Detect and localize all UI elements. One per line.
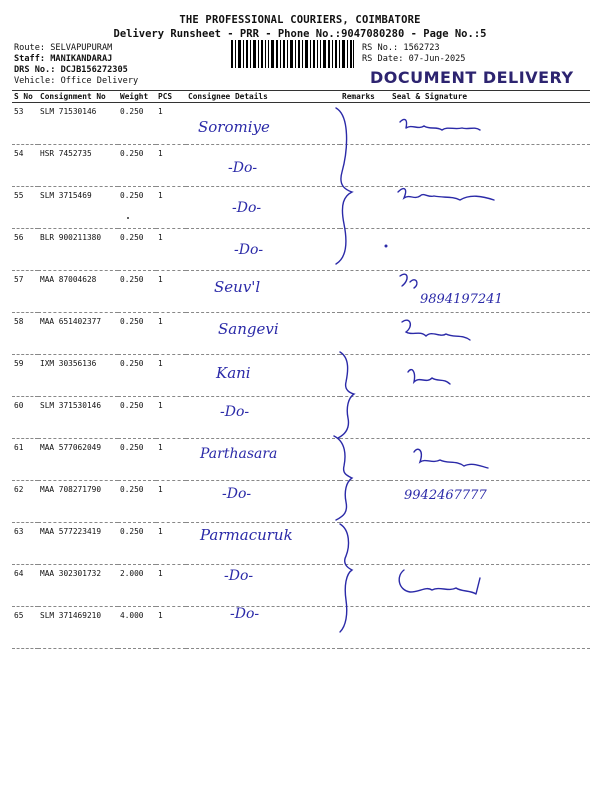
ink-dot-56 bbox=[385, 245, 388, 248]
row-consignment: SLM 71530146 bbox=[38, 103, 118, 145]
row-weight: 0.250 bbox=[118, 439, 156, 481]
col-remarks: Remarks bbox=[340, 91, 390, 103]
row-consignment: MAA 302301732 bbox=[38, 565, 118, 607]
row-weight: 0.250 bbox=[118, 187, 156, 229]
handwritten-name-53: Soromiye bbox=[198, 118, 270, 136]
row-pcs: 1 bbox=[156, 229, 186, 271]
handwritten-do-56: -Do- bbox=[234, 242, 264, 258]
row-weight: 0.250 bbox=[118, 481, 156, 523]
row-consignment: MAA 87004628 bbox=[38, 271, 118, 313]
brace-59-60 bbox=[338, 352, 354, 438]
row-consignment: HSR 7452735 bbox=[38, 145, 118, 187]
rs-date: RS Date: 07-Jun-2025 bbox=[362, 54, 466, 64]
handwritten-name-59: Kani bbox=[216, 364, 251, 382]
document-delivery-stamp: DOCUMENT DELIVERY bbox=[370, 68, 574, 87]
ink-dot-55 bbox=[127, 217, 129, 219]
drs-label: DRS No.: DCJB156272305 bbox=[14, 65, 128, 75]
col-signature: Seal & Signature bbox=[390, 91, 590, 103]
row-pcs: 1 bbox=[156, 145, 186, 187]
row-sno: 59 bbox=[12, 355, 38, 397]
handwritten-do-60: -Do- bbox=[220, 404, 250, 420]
row-weight: 4.000 bbox=[118, 607, 156, 649]
row-consignment: IXM 30356136 bbox=[38, 355, 118, 397]
row-pcs: 1 bbox=[156, 481, 186, 523]
row-sno: 61 bbox=[12, 439, 38, 481]
signature-58 bbox=[402, 320, 470, 340]
row-weight: 0.250 bbox=[118, 103, 156, 145]
row-weight: 0.250 bbox=[118, 313, 156, 355]
company-title: THE PROFESSIONAL COURIERS, COIMBATORE bbox=[179, 14, 421, 26]
row-pcs: 1 bbox=[156, 523, 186, 565]
row-pcs: 1 bbox=[156, 607, 186, 649]
row-pcs: 1 bbox=[156, 313, 186, 355]
row-consignment: BLR 900211380 bbox=[38, 229, 118, 271]
col-consignment: Consignment No bbox=[38, 91, 118, 103]
brace-53-56 bbox=[336, 108, 352, 264]
row-pcs: 1 bbox=[156, 397, 186, 439]
staff-label: Staff: MANIKANDARAJ bbox=[14, 54, 113, 64]
row-consignment: SLM 3715469 bbox=[38, 187, 118, 229]
row-consignment: MAA 577062049 bbox=[38, 439, 118, 481]
rs-number: RS No.: 1562723 bbox=[362, 43, 440, 53]
handwritten-phone-57: 9894197241 bbox=[420, 292, 503, 307]
row-sno: 54 bbox=[12, 145, 38, 187]
row-pcs: 1 bbox=[156, 103, 186, 145]
signature-57 bbox=[400, 274, 417, 288]
row-consignment: MAA 708271790 bbox=[38, 481, 118, 523]
row-sno: 53 bbox=[12, 103, 38, 145]
signature-53 bbox=[400, 120, 480, 130]
row-pcs: 1 bbox=[156, 565, 186, 607]
signature-55 bbox=[398, 189, 494, 200]
row-consignment: SLM 371530146 bbox=[38, 397, 118, 439]
handwritten-do-55: -Do- bbox=[232, 200, 262, 216]
row-pcs: 1 bbox=[156, 187, 186, 229]
col-sno: S No bbox=[12, 91, 38, 103]
handwritten-name-61: Parthasara bbox=[200, 446, 278, 462]
row-consignment: MAA 651402377 bbox=[38, 313, 118, 355]
handwritten-do-64: -Do- bbox=[224, 568, 254, 584]
brace-63-65 bbox=[340, 524, 352, 632]
row-weight: 0.250 bbox=[118, 397, 156, 439]
handwritten-name-63: Parmacuruk bbox=[200, 526, 293, 544]
route-label: Route: SELVAPUPURAM bbox=[14, 43, 113, 53]
vehicle-label: Vehicle: Office Delivery bbox=[14, 76, 139, 86]
row-sno: 65 bbox=[12, 607, 38, 649]
row-pcs: 1 bbox=[156, 439, 186, 481]
handwritten-do-65: -Do- bbox=[230, 606, 260, 622]
row-sno: 58 bbox=[12, 313, 38, 355]
row-sno: 62 bbox=[12, 481, 38, 523]
runsheet-subtitle: Delivery Runsheet - PRR - Phone No.:9047080280 - Page No.:5 bbox=[113, 28, 487, 40]
row-weight: 0.250 bbox=[118, 229, 156, 271]
handwritten-phone-62: 9942467777 bbox=[404, 488, 487, 503]
row-weight: 0.250 bbox=[118, 145, 156, 187]
row-sno: 60 bbox=[12, 397, 38, 439]
col-weight: Weight bbox=[118, 91, 156, 103]
row-weight: 0.250 bbox=[118, 523, 156, 565]
row-pcs: 1 bbox=[156, 355, 186, 397]
row-consignment: MAA 577223419 bbox=[38, 523, 118, 565]
row-sno: 56 bbox=[12, 229, 38, 271]
signature-61 bbox=[414, 449, 488, 468]
row-pcs: 1 bbox=[156, 271, 186, 313]
signature-64 bbox=[399, 570, 480, 594]
row-sno: 55 bbox=[12, 187, 38, 229]
row-sno: 57 bbox=[12, 271, 38, 313]
handwritten-name-58: Sangevi bbox=[218, 320, 279, 338]
row-consignment: SLM 371469210 bbox=[38, 607, 118, 649]
signature-59 bbox=[408, 370, 450, 384]
brace-61-62 bbox=[334, 436, 352, 520]
row-weight: 0.250 bbox=[118, 355, 156, 397]
col-pcs: PCS bbox=[156, 91, 186, 103]
row-sno: 64 bbox=[12, 565, 38, 607]
row-weight: 2.000 bbox=[118, 565, 156, 607]
row-weight: 0.250 bbox=[118, 271, 156, 313]
handwritten-do-54: -Do- bbox=[228, 160, 258, 176]
handwritten-do-62: -Do- bbox=[222, 486, 252, 502]
row-sno: 63 bbox=[12, 523, 38, 565]
col-consignee: Consignee Details bbox=[186, 91, 340, 103]
handwritten-name-57: Seuv'l bbox=[214, 278, 261, 296]
